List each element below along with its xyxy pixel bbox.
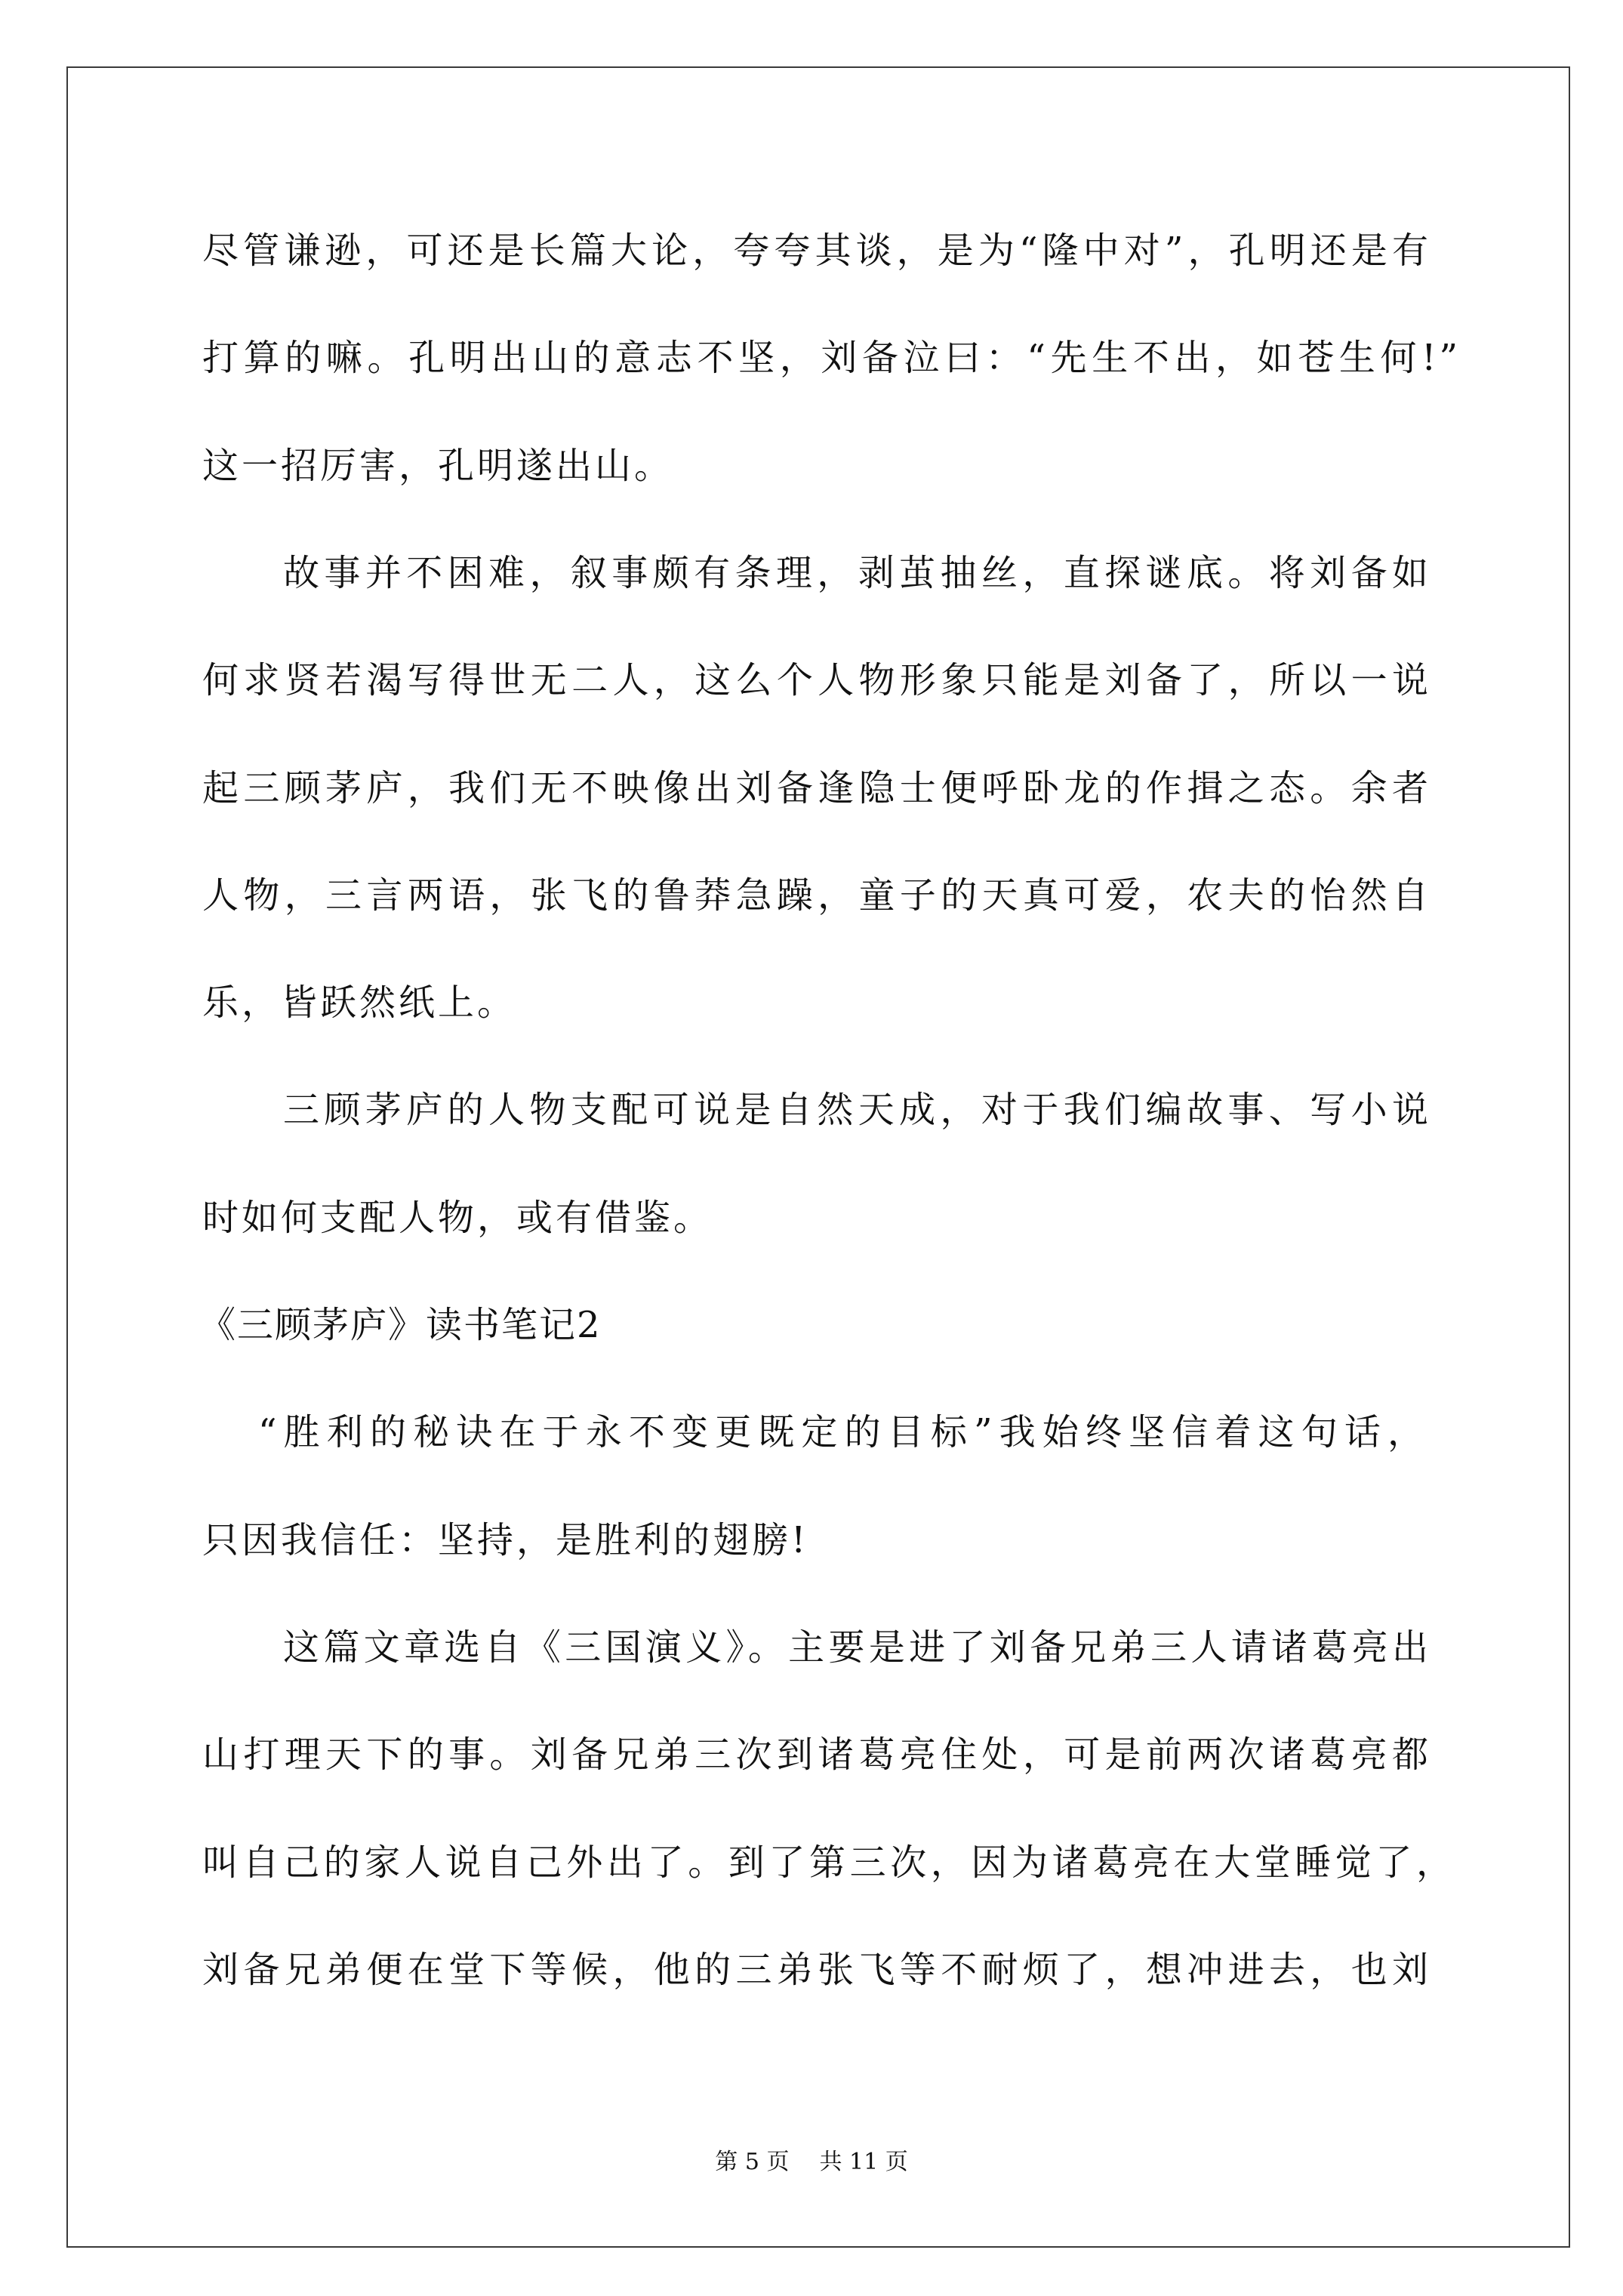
text-line: 只因我信任：坚持，是胜利的翅膀! [202, 1519, 809, 1561]
text-line: 三顾茅庐的人物支配可说是自然天成，对于我们编故事、写小说 [283, 1089, 1431, 1131]
text-line: 打算的嘛。孔明出山的意志不坚，刘备泣曰：“先生不出，如苍生何!” [202, 337, 1461, 379]
text-line: 人物，三言两语，张飞的鲁莽急躁，童子的天真可爱，农夫的怡然自 [202, 874, 1431, 917]
text-line: 起三顾茅庐，我们无不映像出刘备逢隐士便呼卧龙的作揖之态。余者 [202, 767, 1431, 809]
text-line: “胜利的秘诀在于永不变更既定的目标”我始终坚信着这句话， [258, 1411, 1427, 1453]
text-line: 叫自己的家人说自己外出了。到了第三次，因为诸葛亮在大堂睡觉了， [202, 1841, 1455, 1884]
text-line: 刘备兄弟便在堂下等候，他的三弟张飞等不耐烦了，想冲进去，也刘 [202, 1949, 1431, 1991]
text-line: 乐，皆跃然纸上。 [202, 982, 517, 1024]
text-line: 这一招厉害，孔明遂出山。 [202, 445, 674, 487]
section-heading: 《三顾茅庐》读书笔记2 [199, 1304, 602, 1346]
text-line: 何求贤若渴写得世无二人，这么个人物形象只能是刘备了，所以一说 [202, 659, 1431, 701]
page-footer [0, 2147, 1623, 2177]
page-number-current: 第 5 页 [715, 2149, 790, 2175]
page-number-total: 共 11 页 [819, 2149, 908, 2175]
text-line: 尽管谦逊，可还是长篇大论，夸夸其谈，是为“隆中对”，孔明还是有 [202, 230, 1431, 272]
page-border [66, 66, 1570, 2248]
text-line: 时如何支配人物，或有借鉴。 [202, 1197, 713, 1239]
text-line: 故事并不困难，叙事颇有条理，剥茧抽丝，直探谜底。将刘备如 [283, 552, 1431, 594]
text-line: 这篇文章选自《三国演义》。主要是进了刘备兄弟三人请诸葛亮出 [283, 1626, 1431, 1669]
text-line: 山打理天下的事。刘备兄弟三次到诸葛亮住处，可是前两次诸葛亮都 [202, 1734, 1431, 1776]
